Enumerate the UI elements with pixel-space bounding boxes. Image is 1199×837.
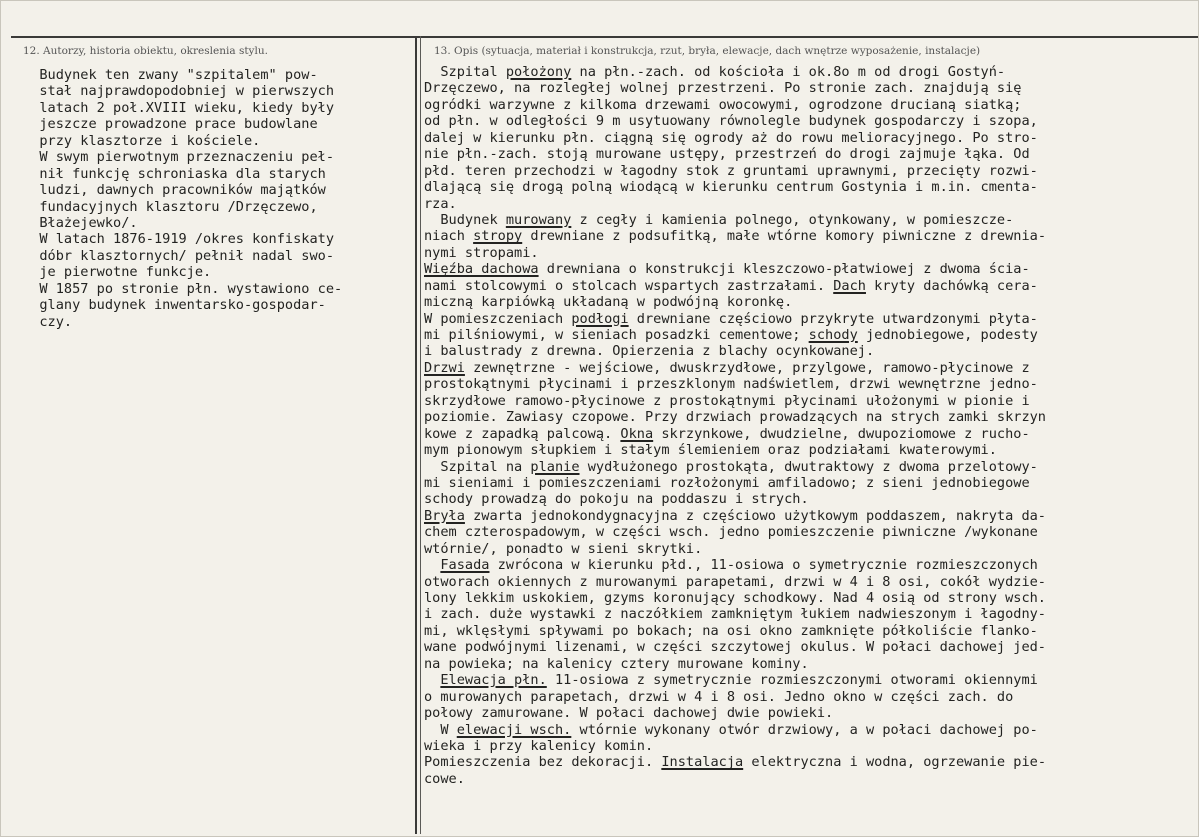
text-run: kryty dachówką cera-: [865, 277, 1038, 294]
text-run: skrzydłowe ramowo-płycinowe z prostokątnymi płycinami ułożonymi w pionie i: [424, 392, 1030, 409]
top-rule: [11, 36, 1198, 38]
text-run: W swym pierwotnym przeznaczeniu peł-: [23, 149, 334, 166]
text-run: czy.: [23, 313, 73, 330]
history-line: [23, 231, 342, 247]
description-line: [424, 228, 1046, 244]
history-line: [23, 314, 342, 330]
column-divider-inner: [420, 36, 421, 834]
text-run: jednobiegowe, podesty: [857, 327, 1038, 343]
text-run: drewniane częściowo przykryte utwardzonymi płyta-: [628, 310, 1038, 327]
text-run: Pomieszczenia bez dekoracji.: [424, 754, 662, 771]
text-run: jeszcze prowadzone prace budowlane: [23, 116, 318, 133]
description-line: [424, 343, 1046, 359]
underlined-keyword: Bryła: [424, 507, 465, 524]
text-run: poziomie. Zawiasy czopowe. Przy drzwiach prowadzących na strych zamki skrzyn: [424, 409, 1046, 426]
text-run: latach 2 poł.XVIII wieku, kiedy były: [23, 99, 334, 116]
text-run: dlającą się drogą polną wiodącą w kierunku centrum Gostynia i m.in. cmenta-: [424, 179, 1038, 196]
text-run: Budynek ten zwany "szpitalem" pow-: [23, 67, 318, 83]
column-divider: [415, 36, 417, 834]
description-line: [424, 623, 1046, 639]
description-line: [424, 459, 1046, 475]
text-run: miczną karpiówką układaną w podwójną koronkę.: [424, 294, 793, 311]
text-run: stał najprawdopodobniej w pierwszych: [23, 83, 334, 100]
section-12-header: 12. Autorzy, historia obiektu, okreslenia stylu.: [23, 45, 268, 57]
text-run: drewniana o konstrukcji kleszczowo-płatwiowej z dwoma ścia-: [538, 261, 1030, 278]
description-line: [424, 689, 1046, 705]
description-line: [424, 754, 1046, 770]
text-run: W: [424, 721, 457, 738]
description-text: [424, 64, 1046, 787]
underlined-keyword: schody: [808, 327, 858, 343]
description-line: [424, 196, 1046, 212]
history-line: [23, 248, 342, 264]
text-run: wtórnie/, ponadto w sieni skrytki.: [424, 540, 703, 557]
text-run: otworach okiennych z murowanymi parapetami, drzwi w 4 i 8 osi, cokół wydzie-: [424, 573, 1046, 590]
history-line: [23, 182, 342, 198]
history-line: [23, 83, 342, 99]
text-run: na powieka; na kalenicy cztery murowane kominy.: [424, 655, 809, 672]
description-line: [424, 245, 1046, 261]
description-line: [424, 738, 1046, 754]
description-line: [424, 722, 1046, 738]
text-run: mym pionowym słupkiem i stałym ślemieniem oraz podziałami kwaterowymi.: [424, 442, 997, 459]
description-line: [424, 409, 1046, 425]
text-run: ogródki warzywne z kilkoma drzewami owocowymi, ogrodzone drucianą siatką;: [424, 96, 1022, 113]
text-run: chem czterospadowym, w części wsch. jedno pomieszczenie piwniczne /wykonane: [424, 524, 1038, 541]
description-line: [424, 705, 1046, 721]
description-line: [424, 557, 1046, 573]
text-run: fundacyjnych klasztoru /Drzęczewo,: [23, 198, 318, 215]
description-line: [424, 64, 1046, 80]
history-line: [23, 264, 342, 280]
description-line: [424, 113, 1046, 129]
description-line: [424, 146, 1046, 162]
text-run: skrzynkowe, dwudzielne, dwupoziomowe z rucho-: [653, 425, 1030, 442]
description-line: [424, 130, 1046, 146]
underlined-keyword: Dach: [833, 277, 866, 294]
text-run: przy klasztorze i kościele.: [23, 132, 261, 149]
description-line: [424, 475, 1046, 491]
history-line: [23, 215, 342, 231]
text-run: niach: [424, 228, 474, 245]
description-line: [424, 261, 1046, 277]
history-line: [23, 297, 342, 313]
text-run: nymi stropami.: [424, 244, 539, 261]
underlined-keyword: Instalacja: [661, 754, 744, 771]
text-run: wieka i przy kalenicy komin.: [424, 737, 654, 754]
description-line: [424, 212, 1046, 228]
text-run: mi pilśniowymi, w sieniach posadzki cementowe;: [424, 327, 809, 343]
underlined-keyword: Elewacja płn.: [440, 672, 547, 689]
description-line: [424, 80, 1046, 96]
text-run: i zach. duże wystawki z naczółkiem zamkniętym łukiem nadwieszonym i łagodny-: [424, 606, 1046, 623]
history-line: [23, 149, 342, 165]
description-line: [424, 294, 1046, 310]
underlined-keyword: Drzwi: [424, 359, 465, 376]
description-line: [424, 606, 1046, 622]
text-run: kowe z zapadką palcową.: [424, 425, 621, 442]
history-line: [23, 100, 342, 116]
text-run: zewnętrzne - wejściowe, dwuskrzydłowe, przylgowe, ramowo-płycinowe z: [464, 359, 1030, 376]
history-line: [23, 116, 342, 132]
underlined-keyword: Więźba dachowa: [424, 261, 539, 278]
history-line: [23, 133, 342, 149]
underlined-keyword: Okna: [620, 425, 654, 442]
text-run: W 1857 po stronie płn. wystawiono ce-: [23, 280, 343, 297]
text-run: z cegły i kamienia polnego, otynkowany, w pomieszcze-: [571, 211, 1014, 228]
text-run: dalej w kierunku płn. ciągną się ogrody aż do rowu melioracyjnego. Po stro-: [424, 129, 1038, 146]
description-line: [424, 327, 1046, 343]
description-line: [424, 541, 1046, 557]
text-run: Drzęczewo, na rozległej wolnej przestrzeni. Po stronie zach. znajdują się: [424, 80, 1022, 97]
text-run: nie płn.-zach. stoją murowane ustępy, przestrzeń do drogi zajmuje łąka. Od: [424, 146, 1030, 163]
text-run: Budynek: [424, 211, 506, 228]
underlined-keyword: stropy: [473, 228, 523, 245]
description-line: [424, 590, 1046, 606]
description-line: [424, 442, 1046, 458]
history-line: [23, 199, 342, 215]
underlined-keyword: murowany: [505, 211, 572, 228]
underlined-keyword: elewacji wsch.: [456, 721, 572, 738]
description-line: [424, 771, 1046, 787]
text-run: dóbr klasztornych/ pełnił nadal swo-: [23, 247, 334, 264]
text-run: na płn.-zach. od kościoła i ok.8o m od drogi Gostyń-: [571, 64, 1006, 80]
description-line: [424, 508, 1046, 524]
text-run: wane podwójnymi lizenami, w części szczytowej okulus. W połaci dachowej jed-: [424, 639, 1046, 656]
text-run: drewniane z podsufitką, małe wtórne komory piwniczne z drewnia-: [522, 228, 1047, 245]
text-run: Szpital: [424, 64, 506, 80]
history-text: [23, 67, 342, 330]
section-13-header: 13. Opis (sytuacja, materiał i konstrukcja, rzut, bryła, elewacje, dach wnętrze wyposażenie, instalacje): [434, 45, 981, 57]
text-run: glany budynek inwentarsko-gospodar-: [23, 297, 326, 314]
description-line: [424, 672, 1046, 688]
description-line: [424, 639, 1046, 655]
description-line: [424, 574, 1046, 590]
text-run: mi sieniami i pomieszczeniami rozłożonymi amfiladowo; z sieni jednobiegowe: [424, 474, 1030, 491]
description-line: [424, 97, 1046, 113]
text-run: rza.: [424, 195, 457, 212]
text-run: od płn. w odległości 9 m usytuowany równolegle budynek gospodarczy i szopa,: [424, 113, 1038, 130]
text-run: o murowanych parapetach, drzwi w 4 i 8 osi. Jedno okno w części zach. do: [424, 688, 1014, 705]
underlined-keyword: położony: [505, 64, 572, 80]
text-run: wtórnie wykonany otwór drzwiowy, a w połaci dachowej po-: [571, 721, 1038, 738]
description-line: [424, 524, 1046, 540]
text-run: mi, wklęsłymi spływami po bokach; na osi okno zamknięte półkoliście flanko-: [424, 622, 1038, 639]
text-run: cowe.: [424, 770, 465, 787]
underlined-keyword: planie: [530, 458, 580, 475]
text-run: lony lekkim uskokiem, gzyms koronujący schodkowy. Nad 4 osią od strony wsch.: [424, 590, 1046, 606]
text-run: [424, 557, 440, 573]
text-run: wydłużonego prostokąta, dwutraktowy z dwoma przelotowy-: [579, 458, 1038, 475]
text-run: i balustrady z drewna. Opierzenia z blachy ocynkowanej.: [424, 343, 875, 360]
text-run: 11-osiowa z symetrycznie rozmieszczonymi otworami okiennymi: [546, 672, 1038, 689]
text-run: Błażejewko/.: [23, 214, 138, 231]
description-line: [424, 360, 1046, 376]
text-run: prostokątnymi płycinami i przeszklonym nadświetlem, drzwi wewnętrzne jedno-: [424, 376, 1038, 393]
text-run: płd. teren przechodzi w łagodny stok z gruntami uprawnymi, przecięty rozwi-: [424, 162, 1038, 179]
underlined-keyword: Fasada: [440, 557, 490, 574]
text-run: Szpital na: [424, 458, 531, 475]
history-line: [23, 166, 342, 182]
history-line: [23, 67, 342, 83]
text-run: W pomieszczeniach: [424, 310, 572, 327]
text-run: połowy zamurowane. W połaci dachowej dwie powieki.: [424, 705, 834, 722]
text-run: je pierwotne funkcje.: [23, 264, 212, 281]
description-line: [424, 393, 1046, 409]
description-line: [424, 278, 1046, 294]
description-line: [424, 491, 1046, 507]
text-run: elektryczna i wodna, ogrzewanie pie-: [743, 754, 1047, 771]
description-line: [424, 311, 1046, 327]
text-run: zwrócona w kierunku płd., 11-osiowa o symetrycznie rozmieszczonych: [489, 557, 1038, 574]
description-line: [424, 179, 1046, 195]
text-run: [424, 672, 440, 688]
history-line: [23, 281, 342, 297]
description-line: [424, 376, 1046, 392]
description-line: [424, 426, 1046, 442]
text-run: nił funkcję schroniaska dla starych: [23, 165, 326, 182]
text-run: zwarta jednokondygnacyjna z częściowo użytkowym poddaszem, nakryta da-: [464, 507, 1046, 524]
description-line: [424, 163, 1046, 179]
text-run: W latach 1876-1919 /okres konfiskaty: [23, 231, 334, 248]
underlined-keyword: podłogi: [571, 310, 629, 327]
text-run: nami stolcowymi o stolcach wspartych zastrzałami.: [424, 277, 834, 294]
text-run: schody prowadzą do pokoju na poddaszu i strych.: [424, 491, 809, 508]
description-line: [424, 656, 1046, 672]
text-run: ludzi, dawnych pracowników majątków: [23, 182, 326, 199]
